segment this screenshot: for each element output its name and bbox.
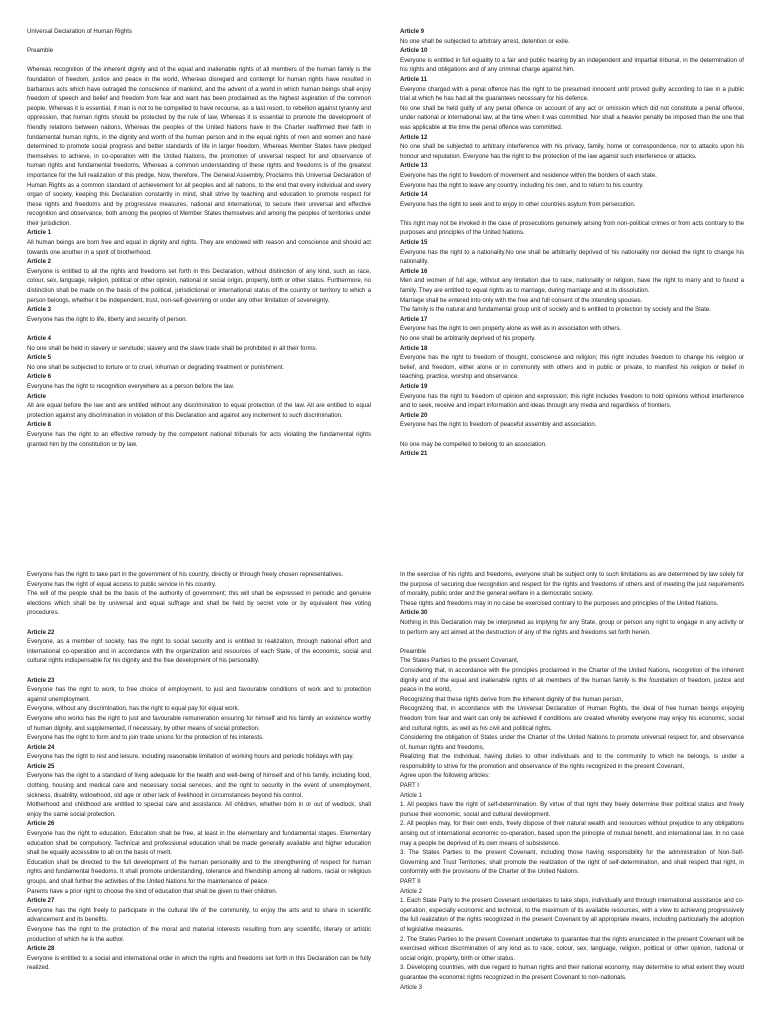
article-heading: Article 26 <box>27 820 55 828</box>
paragraph: No one shall be subjected to arbitrary arrest, detention or exile. <box>400 37 570 45</box>
paragraph: Everyone has the right freely to participate in the cultural life of the community, to enjoy the arts and to share in scientific advancement and its benefits. <box>27 906 371 924</box>
article-heading: Article 14 <box>400 191 428 199</box>
paragraph: Everyone, without any discrimination, has the right to equal pay for equal work. <box>27 705 240 713</box>
paragraph: The States Parties to the present Covenant, <box>400 657 519 665</box>
paragraph: Everyone has the right to seek and to enjoy in other countries asylum from persecution. <box>400 200 636 208</box>
paragraph: No one shall be arbitrarily deprived of his property. <box>400 335 536 342</box>
column-top-right <box>400 27 744 517</box>
paragraph: Everyone has the right to freedom of movement and residence within the borders of each state. <box>400 171 657 179</box>
paragraph: Recognizing that these rights derive from the inherent dignity of the human person, <box>400 695 624 703</box>
paragraph: Everyone charged with a penal offence has the right to be presumed innocent until proved guilty according to law in a public trial at which he has had all the guarantees necessary for his defence. <box>400 85 744 103</box>
paragraph: 2. All peoples may, for their own ends, freely dispose of their natural wealth and resources without prejudice to any obligations arising out of international economic co-operation, based upon the principle of mutual benefit, and international law. In no case may a people be deprived of its own means of subsistence. <box>400 820 744 847</box>
article-heading: Article 21 <box>400 450 428 458</box>
article-heading: Article 2 <box>27 258 52 266</box>
paragraph: No one may be compelled to belong to an association. <box>400 440 547 448</box>
paragraph: Everyone is entitled to a social and international order in which the rights and freedoms set forth in this Declaration can be fully realized. <box>27 954 371 972</box>
paragraph: Preamble <box>400 647 427 655</box>
paragraph: 1. All peoples have the right of self-determination. By virtue of that right they freely determine their political status and freely pursue their economic, social and cultural development. <box>400 801 744 818</box>
paragraph: Everyone has the right to rest and leisure, including reasonable limitation of working hours and periodic holidays with pay. <box>27 753 354 761</box>
column-bottom-left <box>27 570 371 1024</box>
article-heading: Article 19 <box>400 382 428 390</box>
paragraph: Everyone has the right of equal access to public service in his country. <box>27 580 217 588</box>
paragraph: This right may not be invoked in the case of prosecutions genuinely arising from non-political crimes or from acts contrary to the purposes and principles of the United Nations. <box>400 219 744 237</box>
paragraph: The family is the natural and fundamental group unit of society and is entitled to protection by society and the State. <box>400 306 711 314</box>
paragraph: 3. Developing countries, with due regard to human rights and their national economy, may determine to what extent they would guarantee the economic rights recognized in the present Covenant to non-nationals. <box>400 964 744 981</box>
paragraph: Whereas recognition of the inherent dignity and of the equal and inalienable rights of all members of the human family is the foundation of freedom, justice and peace in the world, Whereas disregard and contempt for human rights have resulted in barbarous acts which have outraged the conscience of mankind, and the advent of a world in which human beings shall enjoy freedom of speech and belief and freedom from fear and want has been proclaimed as the highest aspiration of the common people, Whereas it is essential, if man is not to be compelled to have recourse, as a last resort, to rebellion against tyranny and oppression, that human rights should be protected by the rule of law, Whereas it is essential to promote the development of friendly relations between nations, Whereas the peoples of the United Nations have in the Charter reaffirmed their faith in fundamental human rights, in the dignity and worth of the human person and in the equal rights of men and women and have determined to promote social progress and better standards of life in larger freedom, Whereas Member States have pledged themselves to achieve, in co-operation with the United Nations, the promotion of universal respect for and observance of human rights and fundamental freedoms, Whereas a common understanding of these rights and freedoms is of the greatest importance for the full realization of this pledge, Now, therefore, The General Assembly, Proclaims this Universal Declaration of Human Rights as a common standard of achievement for all peoples and all nations, to the end that every individual and every organ of society, keeping this Declaration constantly in mind, shall strive by teaching and education to promote respect for these rights and freedoms and by progressive measures, national and international, to secure their universal and effective recognition and observance, both among the peoples of Member States themselves and among the peoples of territories under their jurisdiction. <box>27 66 371 227</box>
paragraph: Article 3 <box>400 983 423 991</box>
paragraph: Motherhood and childhood are entitled to special care and assistance. All children, whether born in or out of wedlock, shall enjoy the same social protection. <box>27 801 371 818</box>
paragraph: No one shall be held guilty of any penal offence on account of any act or omission which did not constitute a penal offence, under national or international law, at the time when it was committed. Nor shall a heavier penalty be imposed than the one that was applicable at the time the penal offence was committed. <box>400 104 744 131</box>
column-top-left <box>27 27 371 517</box>
article-heading: Article 12 <box>400 133 428 141</box>
column-bottom-right <box>400 570 744 1024</box>
paragraph: Article 2 <box>400 887 423 895</box>
paragraph: No one shall be subjected to arbitrary interference with his privacy, family, home or correspondence, nor to attacks upon his honour and reputation. Everyone has the right to the protection of the law against such interference or attacks. <box>400 143 744 160</box>
paragraph: No one shall be subjected to torture or to cruel, inhuman or degrading treatment or punishment. <box>27 363 285 371</box>
article-heading: Article 4 <box>27 335 52 342</box>
paragraph: Everyone has the right to freedom of peaceful assembly and association. <box>400 421 597 429</box>
paragraph: Considering that, in accordance with the principles proclaimed in the Charter of the United Nations, recognition of the inherent dignity and of the equal and inalienable rights of all members of the human family is the foundation of freedom, justice and peace in the world, <box>400 666 744 694</box>
paragraph: Everyone has the right to an effective remedy by the competent national tribunals for acts violating the fundamental rights granted him by the constitution or by law. <box>27 430 371 448</box>
paragraph: These rights and freedoms may in no case be exercised contrary to the purposes and principles of the United Nations. <box>400 599 719 607</box>
paragraph: PART I <box>400 782 419 790</box>
paragraph: Recognizing that, in accordance with the Universal Declaration of Human Rights, the ideal of free human beings enjoying freedom from fear and want can only be achieved if conditions are created whereby everyone may enjoy his economic, social and cultural rights, as well as his civil and political rights, <box>400 705 744 732</box>
paragraph: Universal Declaration of Human Rights <box>27 28 132 35</box>
paragraph: PART II <box>400 878 421 885</box>
article-heading: Article 23 <box>27 676 55 684</box>
paragraph: Realizing that the individual, having duties to other individuals and to the community to which he belongs, is under a responsibility to strive for the promotion and observance of the rights recognized in the present Covenant, <box>400 753 744 770</box>
paragraph: Everyone has the right to a nationality.No one shall be arbitrarily deprived of his nationality nor denied the right to change his nationality. <box>400 248 744 266</box>
paragraph: Everyone is entitled in full equality to a fair and public hearing by an independent and impartial tribunal, in the determination of his rights and obligations and of any criminal charge against him. <box>400 56 744 74</box>
article-heading: Article 15 <box>400 239 428 247</box>
article-heading: Article 10 <box>400 47 428 55</box>
paragraph: Education shall be directed to the full development of the human personality and to the strengthening of respect for human rights and fundamental freedoms. It shall promote understanding, tolerance and friendship among all nations, racial or religious groups, and shall further the activities of the United Nations for the maintenance of peace. <box>27 858 371 885</box>
article-heading: Article 8 <box>27 421 52 429</box>
paragraph: Everyone has the right to the protection of the moral and material interests resulting from any scientific, literary or artistic production of which he is the author. <box>27 925 371 943</box>
paragraph: 3. The States Parties to the present Covenant, including those having responsibility for the administration of Non-Self-Governing and Trust Territories, shall promote the realization of the right of self-determination, and shall respect that right, in conformity with the provisions of the Charter of the United Nations. <box>400 849 744 876</box>
paragraph: In the exercise of his rights and freedoms, everyone shall be subject only to such limitations as are determined by law solely for the purpose of securing due recognition and respect for the rights and freedoms of others and of meeting the just requirements of morality, public order and the general welfare in a democratic society. <box>400 571 744 598</box>
paragraph: Article 1 <box>400 791 423 799</box>
paragraph: Everyone has the right to take part in the government of his country, directly or through freely chosen representatives. <box>27 571 344 578</box>
paragraph: Agree upon the following articles: <box>400 772 490 780</box>
article-heading: Article 1 <box>27 229 52 237</box>
paragraph: Marriage shall be entered into only with the free and full consent of the intending spouses. <box>400 296 643 304</box>
paragraph: Everyone has the right to form and to join trade unions for the protection of his interests. <box>27 734 264 742</box>
article-heading: Article 5 <box>27 354 52 362</box>
paragraph: Everyone has the right to freedom of opinion and expression; this right includes freedom to hold opinions without interference and to seek, receive and impart information and ideas through any media and regardless of frontiers. <box>400 392 744 410</box>
paragraph: Everyone has the right to own property alone as well as in association with others. <box>400 325 622 333</box>
article-heading: Article 11 <box>400 75 428 83</box>
article-heading: Article 25 <box>27 762 55 770</box>
article-heading: Article 20 <box>400 411 428 419</box>
paragraph: Everyone has the right to a standard of living adequate for the health and well-being of himself and of his family, including food, clothing, housing and medical care and necessary social services, and the right to security in the event of unemployment, sickness, disability, widowhood, old age or other lack of livelihood in circumstances beyond his control. <box>27 772 371 799</box>
article-heading: Article 3 <box>27 306 52 314</box>
paragraph: Everyone has the right to leave any country, including his own, and to return to his country. <box>400 181 644 189</box>
paragraph: Nothing in this Declaration may be interpreted as implying for any State, group or person any right to engage in any activity or to perform any act aimed at the destruction of any of the rights and freedoms set forth herein. <box>400 618 744 636</box>
paragraph: All are equal before the law and are entitled without any discrimination to equal protection of the law. All are entitled to equal protection against any discrimination in violation of this Declaration and against any incitement to such discrimination. <box>27 402 371 419</box>
paragraph: Everyone has the right to freedom of thought, conscience and religion; this right includes freedom to change his religion or belief, and freedom, either alone or in community with others and in public or private, to manifest his religion or belief in teaching, practice, worship and observance. <box>400 354 744 381</box>
article-heading: Article 24 <box>27 743 55 751</box>
paragraph: Everyone, as a member of society, has the right to social security and is entitled to realization, through national effort and international co-operation and in accordance with the organization and resources of each State, of the economic, social and cultural rights indispensable for his dignity and the free development of his personality. <box>27 638 371 665</box>
paragraph: 2. The States Parties to the present Covenant undertake to guarantee that the rights enunciated in the present Covenant will be exercised without discrimination of any kind as to race, colour, sex, language, religion, political or other opinion, national or social origin, property, birth or other status. <box>400 935 744 962</box>
paragraph: Everyone has the right to education. Education shall be free, at least in the elementary and fundamental stages. Elementary education shall be compulsory. Technical and professional education shall be made generally available and higher education shall be equally accessible to all on the basis of merit. <box>27 830 371 857</box>
paragraph: Everyone is entitled to all the rights and freedoms set forth in this Declaration, without distinction of any kind, such as race, colour, sex, language, religion, political or other opinion, national or social origin, property, birth or other status. Furthermore, no distinction shall be made on the basis of the political, jurisdictional or international status of the country or territory to which a person belongs, whether it be independent, trust, non-self-governing or under any other limitation of sovereignty. <box>27 267 371 304</box>
article-heading: Article 28 <box>27 945 55 953</box>
article-heading: Article 18 <box>400 344 428 352</box>
paragraph: Everyone has the right to life, liberty and security of person. <box>27 315 188 323</box>
paragraph: Men and women of full age, without any limitation due to race, nationality or religion, have the right to marry and to found a family. They are entitled to equal rights as to marriage, during marriage and at its dissolution. <box>400 277 744 295</box>
paragraph: Considering the obligation of States under the Charter of the United Nations to promote universal respect for, and observance of, human rights and freedoms, <box>400 734 744 751</box>
paragraph: Everyone who works has the right to just and favourable remuneration ensuring for himself and his family an existence worthy of human dignity, and supplemented, if necessary, by other means of social protection. <box>27 714 371 732</box>
paragraph: The will of the people shall be the basis of the authority of government; this will shall be expressed in periodic and genuine elections which shall be by universal and equal suffrage and shall be held by secret vote or by equivalent free voting procedures. <box>27 590 371 617</box>
paragraph: All human beings are born free and equal in dignity and rights. They are endowed with reason and conscience and should act towards one another in a spirit of brotherhood. <box>27 239 371 256</box>
article-heading: Article 16 <box>400 267 428 275</box>
article-heading: Article 6 <box>27 373 52 381</box>
article-heading: Article 27 <box>27 897 55 905</box>
paragraph: No one shall be held in slavery or servitude; slavery and the slave trade shall be prohibited in all their forms. <box>27 344 318 352</box>
article-heading: Article 9 <box>400 28 425 35</box>
paragraph: Everyone has the right to recognition everywhere as a person before the law. <box>27 382 235 390</box>
article-heading: Article 13 <box>400 162 428 170</box>
paragraph: Everyone has the right to work, to free choice of employment, to just and favourable conditions of work and to protection against unemployment. <box>27 686 371 703</box>
article-heading: Article <box>27 392 46 400</box>
article-heading: Article 17 <box>400 315 428 323</box>
paragraph: 1. Each State Party to the present Covenant undertakes to take steps, individually and through international assistance and co-operation, especially economic and technical, to the maximum of its available resources, with a view to achieving progressively the full realization of the rights recognized in the present Covenant by all appropriate means, including particularly the adoption of legislative measures. <box>400 897 744 933</box>
paragraph: Parents have a prior right to choose the kind of education that shall be given to their children. <box>27 887 278 895</box>
paragraph: Preamble <box>27 47 54 55</box>
article-heading: Article 22 <box>27 628 55 636</box>
article-heading: Article 30 <box>400 609 428 617</box>
